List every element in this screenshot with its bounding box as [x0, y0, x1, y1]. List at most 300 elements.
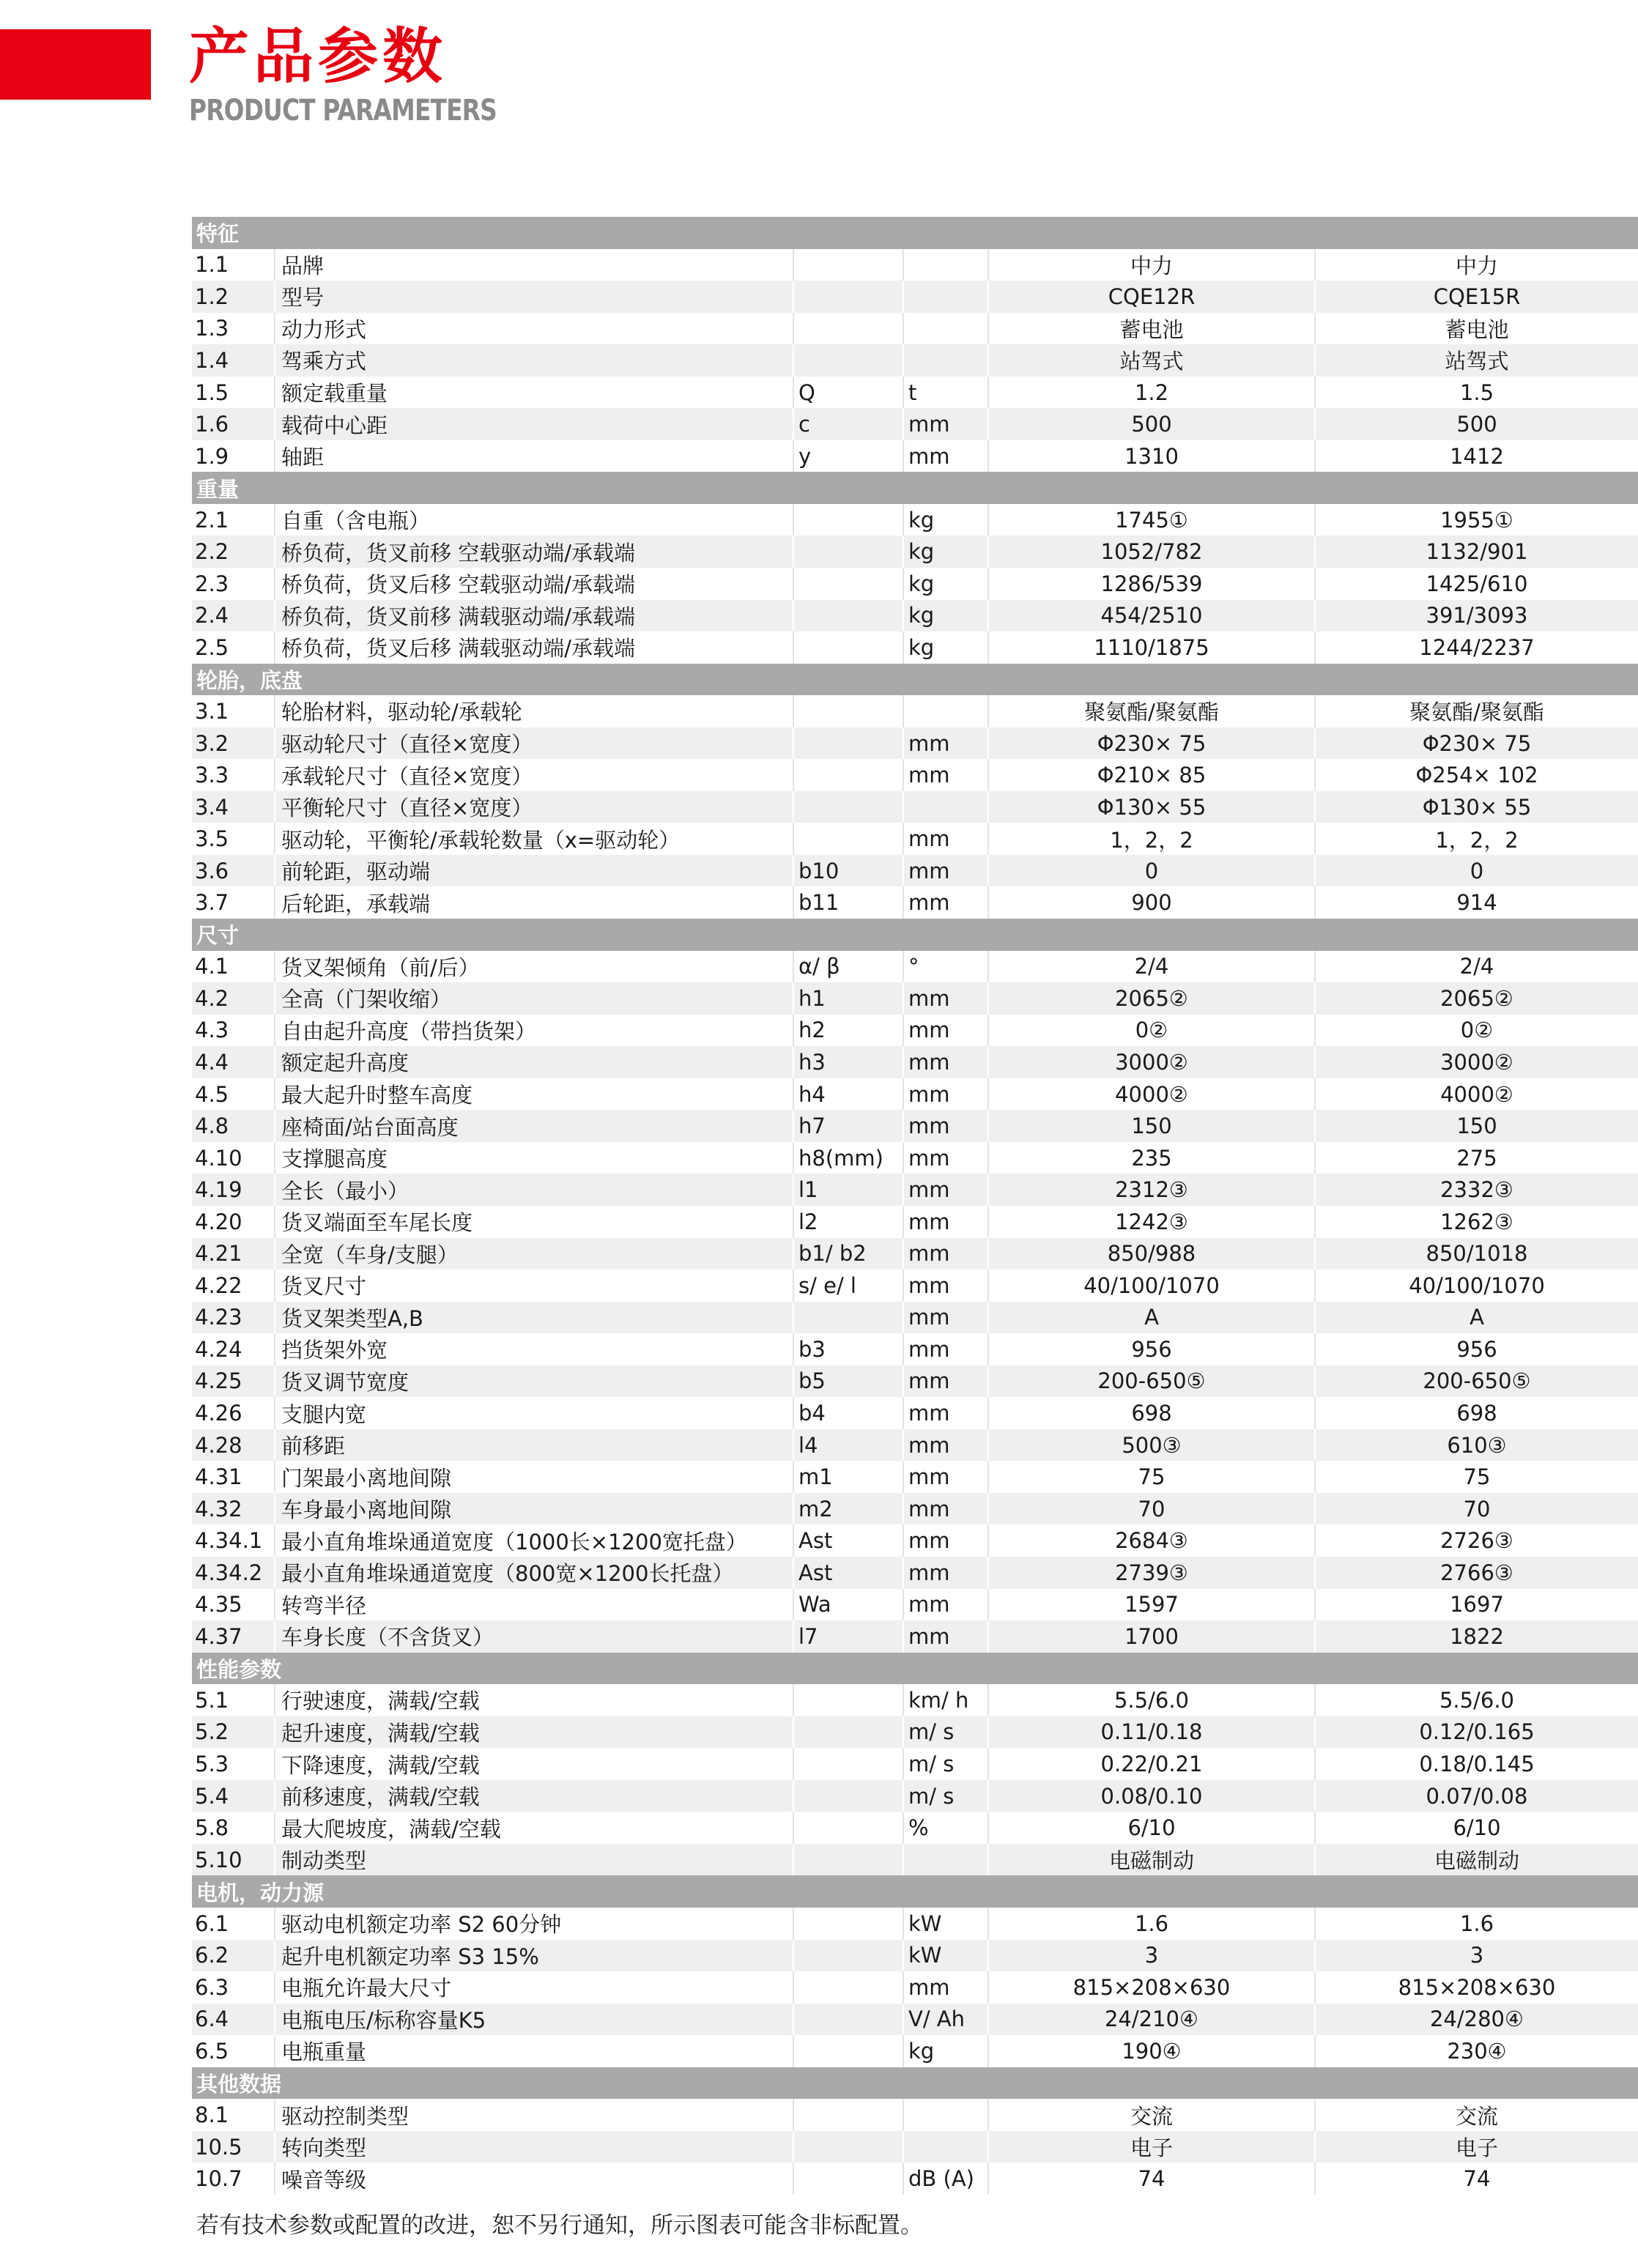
- table-row: [192, 1015, 1638, 1047]
- table-row: [192, 1270, 1638, 1302]
- cell-value-cqe12r: 815×208×630: [987, 1971, 1314, 2004]
- cell-value-cqe12r: 150: [987, 1110, 1314, 1142]
- cell-param-name: 驱动轮尺寸（直径×宽度）: [274, 727, 793, 760]
- cell-item-no: 1.9: [195, 443, 229, 469]
- cell-value-cqe12r: A: [987, 1302, 1314, 1334]
- table-row: [192, 1844, 1638, 1876]
- cell-param-name: 行驶速度，满载/空载: [274, 1684, 793, 1716]
- cell-symbol: [793, 2004, 903, 2036]
- cell-value-cqe15r: 70: [1314, 1493, 1638, 1525]
- cell-unit: mm: [903, 1046, 987, 1078]
- table-row: [192, 886, 1638, 919]
- cell-value-cqe15r: 1.5: [1314, 377, 1638, 409]
- section-header: 重量: [192, 472, 1638, 504]
- cell-unit: mm: [903, 1365, 987, 1398]
- cell-item-no: 10.5: [195, 2134, 242, 2160]
- cell-param-name: 品牌: [274, 249, 793, 281]
- cell-item-no: 1.2: [195, 284, 229, 309]
- table-row: [192, 377, 1638, 409]
- cell-value-cqe12r: 75: [987, 1461, 1314, 1493]
- cell-unit: kg: [903, 568, 987, 600]
- cell-value-cqe15r: 200-650⑤: [1314, 1365, 1638, 1398]
- cell-symbol: [793, 695, 903, 727]
- cell-param-name: 噪音等级: [274, 2163, 793, 2195]
- cell-value-cqe12r: 2065②: [987, 982, 1314, 1015]
- cell-value-cqe15r: 275: [1314, 1142, 1638, 1174]
- table-row: [192, 791, 1638, 823]
- cell-unit: mm: [903, 759, 987, 791]
- cell-item-no: 6.2: [195, 1943, 229, 1968]
- table-row: [192, 727, 1638, 760]
- table-row: [192, 2099, 1638, 2131]
- cell-value-cqe12r: 3000②: [987, 1046, 1314, 1078]
- table-row: [192, 1238, 1638, 1270]
- cell-param-name: 电瓶允许最大尺寸: [274, 1971, 793, 2004]
- cell-value-cqe15r: 1412: [1314, 440, 1638, 472]
- cell-value-cqe12r: 站驾式: [987, 344, 1314, 377]
- cell-value-cqe12r: 235: [987, 1142, 1314, 1174]
- cell-param-name: 全长（最小）: [274, 1174, 793, 1206]
- cell-value-cqe12r: 200-650⑤: [987, 1365, 1314, 1398]
- cell-param-name: 货叉架类型A,B: [274, 1302, 793, 1334]
- cell-unit: mm: [903, 1397, 987, 1429]
- cell-item-no: 3.1: [195, 698, 229, 724]
- cell-symbol: [793, 1780, 903, 1812]
- cell-value-cqe12r: 0: [987, 855, 1314, 887]
- table-row: [192, 600, 1638, 632]
- cell-value-cqe15r: 0.18/0.145: [1314, 1748, 1638, 1780]
- cell-value-cqe12r: Φ230× 75: [987, 727, 1314, 760]
- table-row: [192, 695, 1638, 727]
- cell-item-no: 2.1: [195, 507, 229, 533]
- cell-item-no: 3.5: [195, 826, 229, 852]
- cell-value-cqe15r: 1697: [1314, 1589, 1638, 1621]
- cell-symbol: α/ β: [793, 951, 903, 983]
- cell-item-no: 4.20: [195, 1209, 242, 1234]
- cell-item-no: 4.35: [195, 1592, 242, 1617]
- cell-item-no: 4.34.2: [195, 1560, 263, 1585]
- cell-param-name: 转弯半径: [274, 1589, 793, 1621]
- cell-value-cqe15r: 0.07/0.08: [1314, 1780, 1638, 1812]
- cell-symbol: [793, 1684, 903, 1716]
- cell-symbol: h2: [793, 1015, 903, 1047]
- cell-unit: mm: [903, 1110, 987, 1142]
- cell-unit: [903, 249, 987, 281]
- cell-symbol: [793, 1748, 903, 1780]
- table-row: [192, 504, 1638, 536]
- cell-value-cqe15r: 850/1018: [1314, 1238, 1638, 1270]
- cell-value-cqe12r: 1052/782: [987, 536, 1314, 568]
- table-row: [192, 313, 1638, 345]
- page-subtitle: PRODUCT PARAMETERS: [189, 94, 497, 127]
- cell-param-name: 货叉调节宽度: [274, 1365, 793, 1398]
- cell-unit: mm: [903, 823, 987, 855]
- cell-value-cqe12r: 1286/539: [987, 568, 1314, 600]
- cell-item-no: 4.25: [195, 1368, 242, 1394]
- cell-symbol: [793, 2163, 903, 2195]
- cell-item-no: 4.26: [195, 1401, 242, 1426]
- cell-value-cqe12r: 中力: [987, 249, 1314, 281]
- table-row: [192, 2163, 1638, 2195]
- cell-param-name: 后轮距，承载端: [274, 886, 793, 919]
- cell-param-name: 型号: [274, 281, 793, 313]
- cell-value-cqe15r: 1425/610: [1314, 568, 1638, 600]
- table-row: [192, 1589, 1638, 1621]
- cell-unit: [903, 2131, 987, 2163]
- table-row: [192, 1110, 1638, 1142]
- table-row: [192, 1302, 1638, 1334]
- cell-value-cqe12r: 5.5/6.0: [987, 1684, 1314, 1716]
- table-row: [192, 1206, 1638, 1238]
- cell-value-cqe12r: 1597: [987, 1589, 1314, 1621]
- cell-item-no: 4.31: [195, 1464, 242, 1490]
- cell-value-cqe12r: 454/2510: [987, 600, 1314, 632]
- cell-value-cqe15r: 3: [1314, 1940, 1638, 1972]
- section-header: 特征: [192, 217, 1638, 249]
- table-row: [192, 408, 1638, 440]
- cell-param-name: 桥负荷，货叉后移 空载驱动端/承载端: [274, 568, 793, 600]
- cell-symbol: l7: [793, 1620, 903, 1653]
- cell-param-name: 座椅面/站台面高度: [274, 1110, 793, 1142]
- cell-param-name: 支腿内宽: [274, 1397, 793, 1429]
- cell-unit: kg: [903, 600, 987, 632]
- cell-param-name: 前移距: [274, 1429, 793, 1461]
- cell-param-name: 轴距: [274, 440, 793, 472]
- cell-symbol: [793, 344, 903, 377]
- table-row: [192, 281, 1638, 313]
- cell-symbol: [793, 504, 903, 536]
- cell-symbol: l4: [793, 1429, 903, 1461]
- cell-param-name: 桥负荷，货叉前移 空载驱动端/承载端: [274, 536, 793, 568]
- cell-param-name: 桥负荷，货叉前移 满载驱动端/承载端: [274, 600, 793, 632]
- table-row: [192, 1908, 1638, 1940]
- cell-item-no: 4.1: [195, 954, 229, 979]
- cell-unit: mm: [903, 408, 987, 440]
- cell-item-no: 5.1: [195, 1687, 229, 1713]
- cell-symbol: [793, 1844, 903, 1876]
- cell-value-cqe12r: 500: [987, 408, 1314, 440]
- cell-value-cqe12r: 190④: [987, 2035, 1314, 2067]
- cell-param-name: 轮胎材料，驱动轮/承载轮: [274, 695, 793, 727]
- cell-unit: kg: [903, 504, 987, 536]
- cell-symbol: b3: [793, 1333, 903, 1365]
- cell-value-cqe12r: 电子: [987, 2131, 1314, 2163]
- cell-param-name: 平衡轮尺寸（直径×宽度）: [274, 791, 793, 823]
- cell-value-cqe12r: 1.2: [987, 377, 1314, 409]
- header-accent-bar: [0, 29, 151, 100]
- cell-value-cqe15r: 1955①: [1314, 504, 1638, 536]
- cell-value-cqe12r: 2312③: [987, 1174, 1314, 1206]
- table-row: [192, 2004, 1638, 2036]
- cell-unit: mm: [903, 1238, 987, 1270]
- cell-symbol: [793, 1971, 903, 2004]
- cell-item-no: 4.5: [195, 1081, 229, 1107]
- cell-unit: mm: [903, 1015, 987, 1047]
- cell-value-cqe15r: 2332③: [1314, 1174, 1638, 1206]
- cell-symbol: c: [793, 408, 903, 440]
- table-row: [192, 1557, 1638, 1589]
- cell-value-cqe15r: 74: [1314, 2163, 1638, 2195]
- table-row: [192, 1397, 1638, 1429]
- cell-value-cqe12r: 0.08/0.10: [987, 1780, 1314, 1812]
- cell-symbol: h3: [793, 1046, 903, 1078]
- table-row: [192, 1046, 1638, 1078]
- footnote: 若有技术参数或配置的改进，恕不另行通知，所示图表可能含非标配置。: [196, 2212, 923, 2239]
- cell-unit: kg: [903, 631, 987, 664]
- cell-unit: mm: [903, 1524, 987, 1557]
- cell-symbol: [793, 727, 903, 760]
- cell-symbol: [793, 1908, 903, 1940]
- cell-value-cqe15r: 75: [1314, 1461, 1638, 1493]
- cell-unit: [903, 281, 987, 313]
- spec-table: [192, 217, 1638, 2195]
- cell-item-no: 3.2: [195, 730, 229, 756]
- table-row: [192, 631, 1638, 664]
- cell-unit: °: [903, 951, 987, 983]
- cell-value-cqe15r: 1.6: [1314, 1908, 1638, 1940]
- table-row: [192, 1461, 1638, 1493]
- table-row: [192, 1365, 1638, 1398]
- cell-item-no: 4.37: [195, 1623, 242, 1649]
- cell-value-cqe15r: 交流: [1314, 2099, 1638, 2131]
- section-header: 性能参数: [192, 1653, 1638, 1685]
- cell-item-no: 8.1: [195, 2102, 229, 2128]
- cell-param-name: 货叉架倾角（前/后）: [274, 951, 793, 983]
- cell-unit: [903, 344, 987, 377]
- cell-item-no: 5.10: [195, 1847, 242, 1872]
- cell-unit: t: [903, 377, 987, 409]
- cell-param-name: 最小直角堆垛通道宽度（800宽×1200长托盘）: [274, 1557, 793, 1589]
- cell-item-no: 5.4: [195, 1783, 229, 1809]
- cell-param-name: 起升速度，满载/空载: [274, 1716, 793, 1749]
- cell-symbol: b11: [793, 886, 903, 919]
- cell-unit: [903, 791, 987, 823]
- cell-item-no: 4.19: [195, 1177, 242, 1203]
- cell-param-name: 全宽（车身/支腿）: [274, 1238, 793, 1270]
- cell-item-no: 10.7: [195, 2166, 242, 2192]
- cell-param-name: 桥负荷，货叉后移 满载驱动端/承载端: [274, 631, 793, 664]
- cell-value-cqe12r: 1310: [987, 440, 1314, 472]
- cell-param-name: 转向类型: [274, 2131, 793, 2163]
- cell-param-name: 最大起升时整车高度: [274, 1078, 793, 1111]
- cell-symbol: h1: [793, 982, 903, 1015]
- cell-item-no: 6.1: [195, 1911, 229, 1936]
- cell-symbol: l2: [793, 1206, 903, 1238]
- table-row: [192, 1429, 1638, 1461]
- section-header: 轮胎，底盘: [192, 664, 1638, 696]
- table-row: [192, 1940, 1638, 1972]
- cell-symbol: [793, 2035, 903, 2067]
- table-row: [192, 1971, 1638, 2004]
- cell-item-no: 4.8: [195, 1113, 229, 1139]
- cell-param-name: 电瓶重量: [274, 2035, 793, 2067]
- cell-value-cqe15r: Φ230× 75: [1314, 727, 1638, 760]
- cell-value-cqe15r: 40/100/1070: [1314, 1270, 1638, 1302]
- cell-param-name: 前轮距，驱动端: [274, 855, 793, 887]
- cell-value-cqe12r: 900: [987, 886, 1314, 919]
- cell-value-cqe15r: 1244/2237: [1314, 631, 1638, 664]
- cell-value-cqe15r: 聚氨酯/聚氨酯: [1314, 695, 1638, 727]
- cell-item-no: 6.5: [195, 2038, 229, 2064]
- cell-symbol: [793, 1940, 903, 1972]
- cell-param-name: 载荷中心距: [274, 408, 793, 440]
- cell-param-name: 门架最小离地间隙: [274, 1461, 793, 1493]
- cell-value-cqe12r: 交流: [987, 2099, 1314, 2131]
- cell-value-cqe15r: 914: [1314, 886, 1638, 919]
- cell-param-name: 货叉尺寸: [274, 1270, 793, 1302]
- cell-value-cqe12r: 1700: [987, 1620, 1314, 1653]
- cell-item-no: 3.6: [195, 858, 229, 883]
- cell-item-no: 2.5: [195, 634, 229, 660]
- cell-value-cqe15r: 0.12/0.165: [1314, 1716, 1638, 1749]
- cell-symbol: Wa: [793, 1589, 903, 1621]
- cell-value-cqe15r: 150: [1314, 1110, 1638, 1142]
- cell-unit: kg: [903, 536, 987, 568]
- cell-value-cqe15r: 230④: [1314, 2035, 1638, 2067]
- cell-symbol: b4: [793, 1397, 903, 1429]
- cell-value-cqe12r: 3: [987, 1940, 1314, 1972]
- cell-symbol: s/ e/ l: [793, 1270, 903, 1302]
- cell-item-no: 3.4: [195, 794, 229, 820]
- cell-symbol: [793, 568, 903, 600]
- cell-value-cqe15r: 610③: [1314, 1429, 1638, 1461]
- cell-value-cqe12r: 1745①: [987, 504, 1314, 536]
- cell-value-cqe15r: 24/280④: [1314, 2004, 1638, 2036]
- cell-symbol: [793, 1812, 903, 1844]
- table-row: [192, 2035, 1638, 2067]
- cell-value-cqe12r: 0②: [987, 1015, 1314, 1047]
- table-row: [192, 951, 1638, 983]
- cell-value-cqe12r: 40/100/1070: [987, 1270, 1314, 1302]
- cell-value-cqe15r: 500: [1314, 408, 1638, 440]
- cell-value-cqe15r: 站驾式: [1314, 344, 1638, 377]
- cell-param-name: 最大爬坡度，满载/空载: [274, 1812, 793, 1844]
- cell-value-cqe12r: 电磁制动: [987, 1844, 1314, 1876]
- cell-value-cqe15r: 1822: [1314, 1620, 1638, 1653]
- cell-value-cqe12r: 2684③: [987, 1524, 1314, 1557]
- cell-unit: mm: [903, 440, 987, 472]
- cell-symbol: [793, 823, 903, 855]
- cell-unit: kW: [903, 1940, 987, 1972]
- cell-unit: kg: [903, 2035, 987, 2067]
- cell-symbol: [793, 1302, 903, 1334]
- cell-item-no: 5.2: [195, 1719, 229, 1745]
- cell-param-name: 自重（含电瓶）: [274, 504, 793, 536]
- cell-value-cqe12r: Φ130× 55: [987, 791, 1314, 823]
- cell-value-cqe12r: 2739③: [987, 1557, 1314, 1589]
- cell-param-name: 驾乘方式: [274, 344, 793, 377]
- table-row: [192, 982, 1638, 1015]
- cell-symbol: b10: [793, 855, 903, 887]
- cell-item-no: 6.3: [195, 1974, 229, 2000]
- cell-item-no: 4.23: [195, 1305, 242, 1330]
- cell-item-no: 1.6: [195, 412, 229, 437]
- cell-item-no: 4.24: [195, 1336, 242, 1362]
- cell-symbol: [793, 536, 903, 568]
- table-row: [192, 1812, 1638, 1844]
- cell-value-cqe12r: 24/210④: [987, 2004, 1314, 2036]
- cell-value-cqe12r: 74: [987, 2163, 1314, 2195]
- table-row: [192, 1780, 1638, 1812]
- table-row: [192, 1493, 1638, 1525]
- table-row: [192, 1684, 1638, 1716]
- cell-unit: mm: [903, 1620, 987, 1653]
- table-row: [192, 344, 1638, 377]
- cell-value-cqe15r: 2726③: [1314, 1524, 1638, 1557]
- cell-unit: [903, 695, 987, 727]
- cell-unit: km/ h: [903, 1684, 987, 1716]
- cell-unit: mm: [903, 1493, 987, 1525]
- cell-item-no: 1.5: [195, 379, 229, 405]
- cell-param-name: 挡货架外宽: [274, 1333, 793, 1365]
- cell-value-cqe15r: 1132/901: [1314, 536, 1638, 568]
- cell-item-no: 4.4: [195, 1049, 229, 1075]
- cell-value-cqe12r: CQE12R: [987, 281, 1314, 313]
- cell-unit: mm: [903, 1589, 987, 1621]
- cell-value-cqe12r: Φ210× 85: [987, 759, 1314, 791]
- cell-symbol: y: [793, 440, 903, 472]
- cell-value-cqe12r: 1110/1875: [987, 631, 1314, 664]
- cell-value-cqe15r: 蓄电池: [1314, 313, 1638, 345]
- cell-value-cqe15r: Φ130× 55: [1314, 791, 1638, 823]
- cell-value-cqe12r: 0.11/0.18: [987, 1716, 1314, 1749]
- cell-symbol: [793, 2099, 903, 2131]
- cell-unit: mm: [903, 1206, 987, 1238]
- cell-item-no: 4.22: [195, 1272, 242, 1298]
- cell-unit: m/ s: [903, 1780, 987, 1812]
- cell-param-name: 额定载重量: [274, 377, 793, 409]
- cell-unit: mm: [903, 1333, 987, 1365]
- cell-value-cqe12r: 500③: [987, 1429, 1314, 1461]
- cell-unit: mm: [903, 1461, 987, 1493]
- cell-item-no: 2.2: [195, 539, 229, 565]
- cell-value-cqe15r: 2/4: [1314, 951, 1638, 983]
- cell-value-cqe12r: 聚氨酯/聚氨酯: [987, 695, 1314, 727]
- cell-value-cqe12r: 6/10: [987, 1812, 1314, 1844]
- cell-value-cqe15r: 0②: [1314, 1015, 1638, 1047]
- cell-unit: m/ s: [903, 1716, 987, 1749]
- cell-param-name: 全高（门架收缩）: [274, 982, 793, 1015]
- cell-value-cqe12r: 0.22/0.21: [987, 1748, 1314, 1780]
- cell-item-no: 2.4: [195, 603, 229, 629]
- cell-symbol: [793, 600, 903, 632]
- cell-symbol: [793, 313, 903, 345]
- cell-value-cqe15r: 6/10: [1314, 1812, 1638, 1844]
- cell-value-cqe12r: 1.6: [987, 1908, 1314, 1940]
- cell-symbol: b1/ b2: [793, 1238, 903, 1270]
- section-header: 尺寸: [192, 919, 1638, 951]
- cell-symbol: h7: [793, 1110, 903, 1142]
- cell-param-name: 下降速度，满载/空载: [274, 1748, 793, 1780]
- table-row: [192, 1716, 1638, 1749]
- table-row: [192, 1174, 1638, 1206]
- cell-value-cqe15r: 4000②: [1314, 1078, 1638, 1111]
- cell-param-name: 最小直角堆垛通道宽度（1000长×1200宽托盘）: [274, 1524, 793, 1557]
- cell-item-no: 1.4: [195, 347, 229, 373]
- cell-item-no: 3.3: [195, 763, 229, 788]
- cell-value-cqe15r: A: [1314, 1302, 1638, 1334]
- cell-value-cqe15r: 中力: [1314, 249, 1638, 281]
- table-row: [192, 440, 1638, 472]
- cell-value-cqe15r: 2065②: [1314, 982, 1638, 1015]
- cell-item-no: 5.8: [195, 1815, 229, 1841]
- cell-unit: mm: [903, 1174, 987, 1206]
- cell-value-cqe15r: 815×208×630: [1314, 1971, 1638, 2004]
- cell-param-name: 前移速度，满载/空载: [274, 1780, 793, 1812]
- cell-param-name: 自由起升高度（带挡货架）: [274, 1015, 793, 1047]
- cell-item-no: 6.4: [195, 2006, 229, 2032]
- table-row: [192, 1333, 1638, 1365]
